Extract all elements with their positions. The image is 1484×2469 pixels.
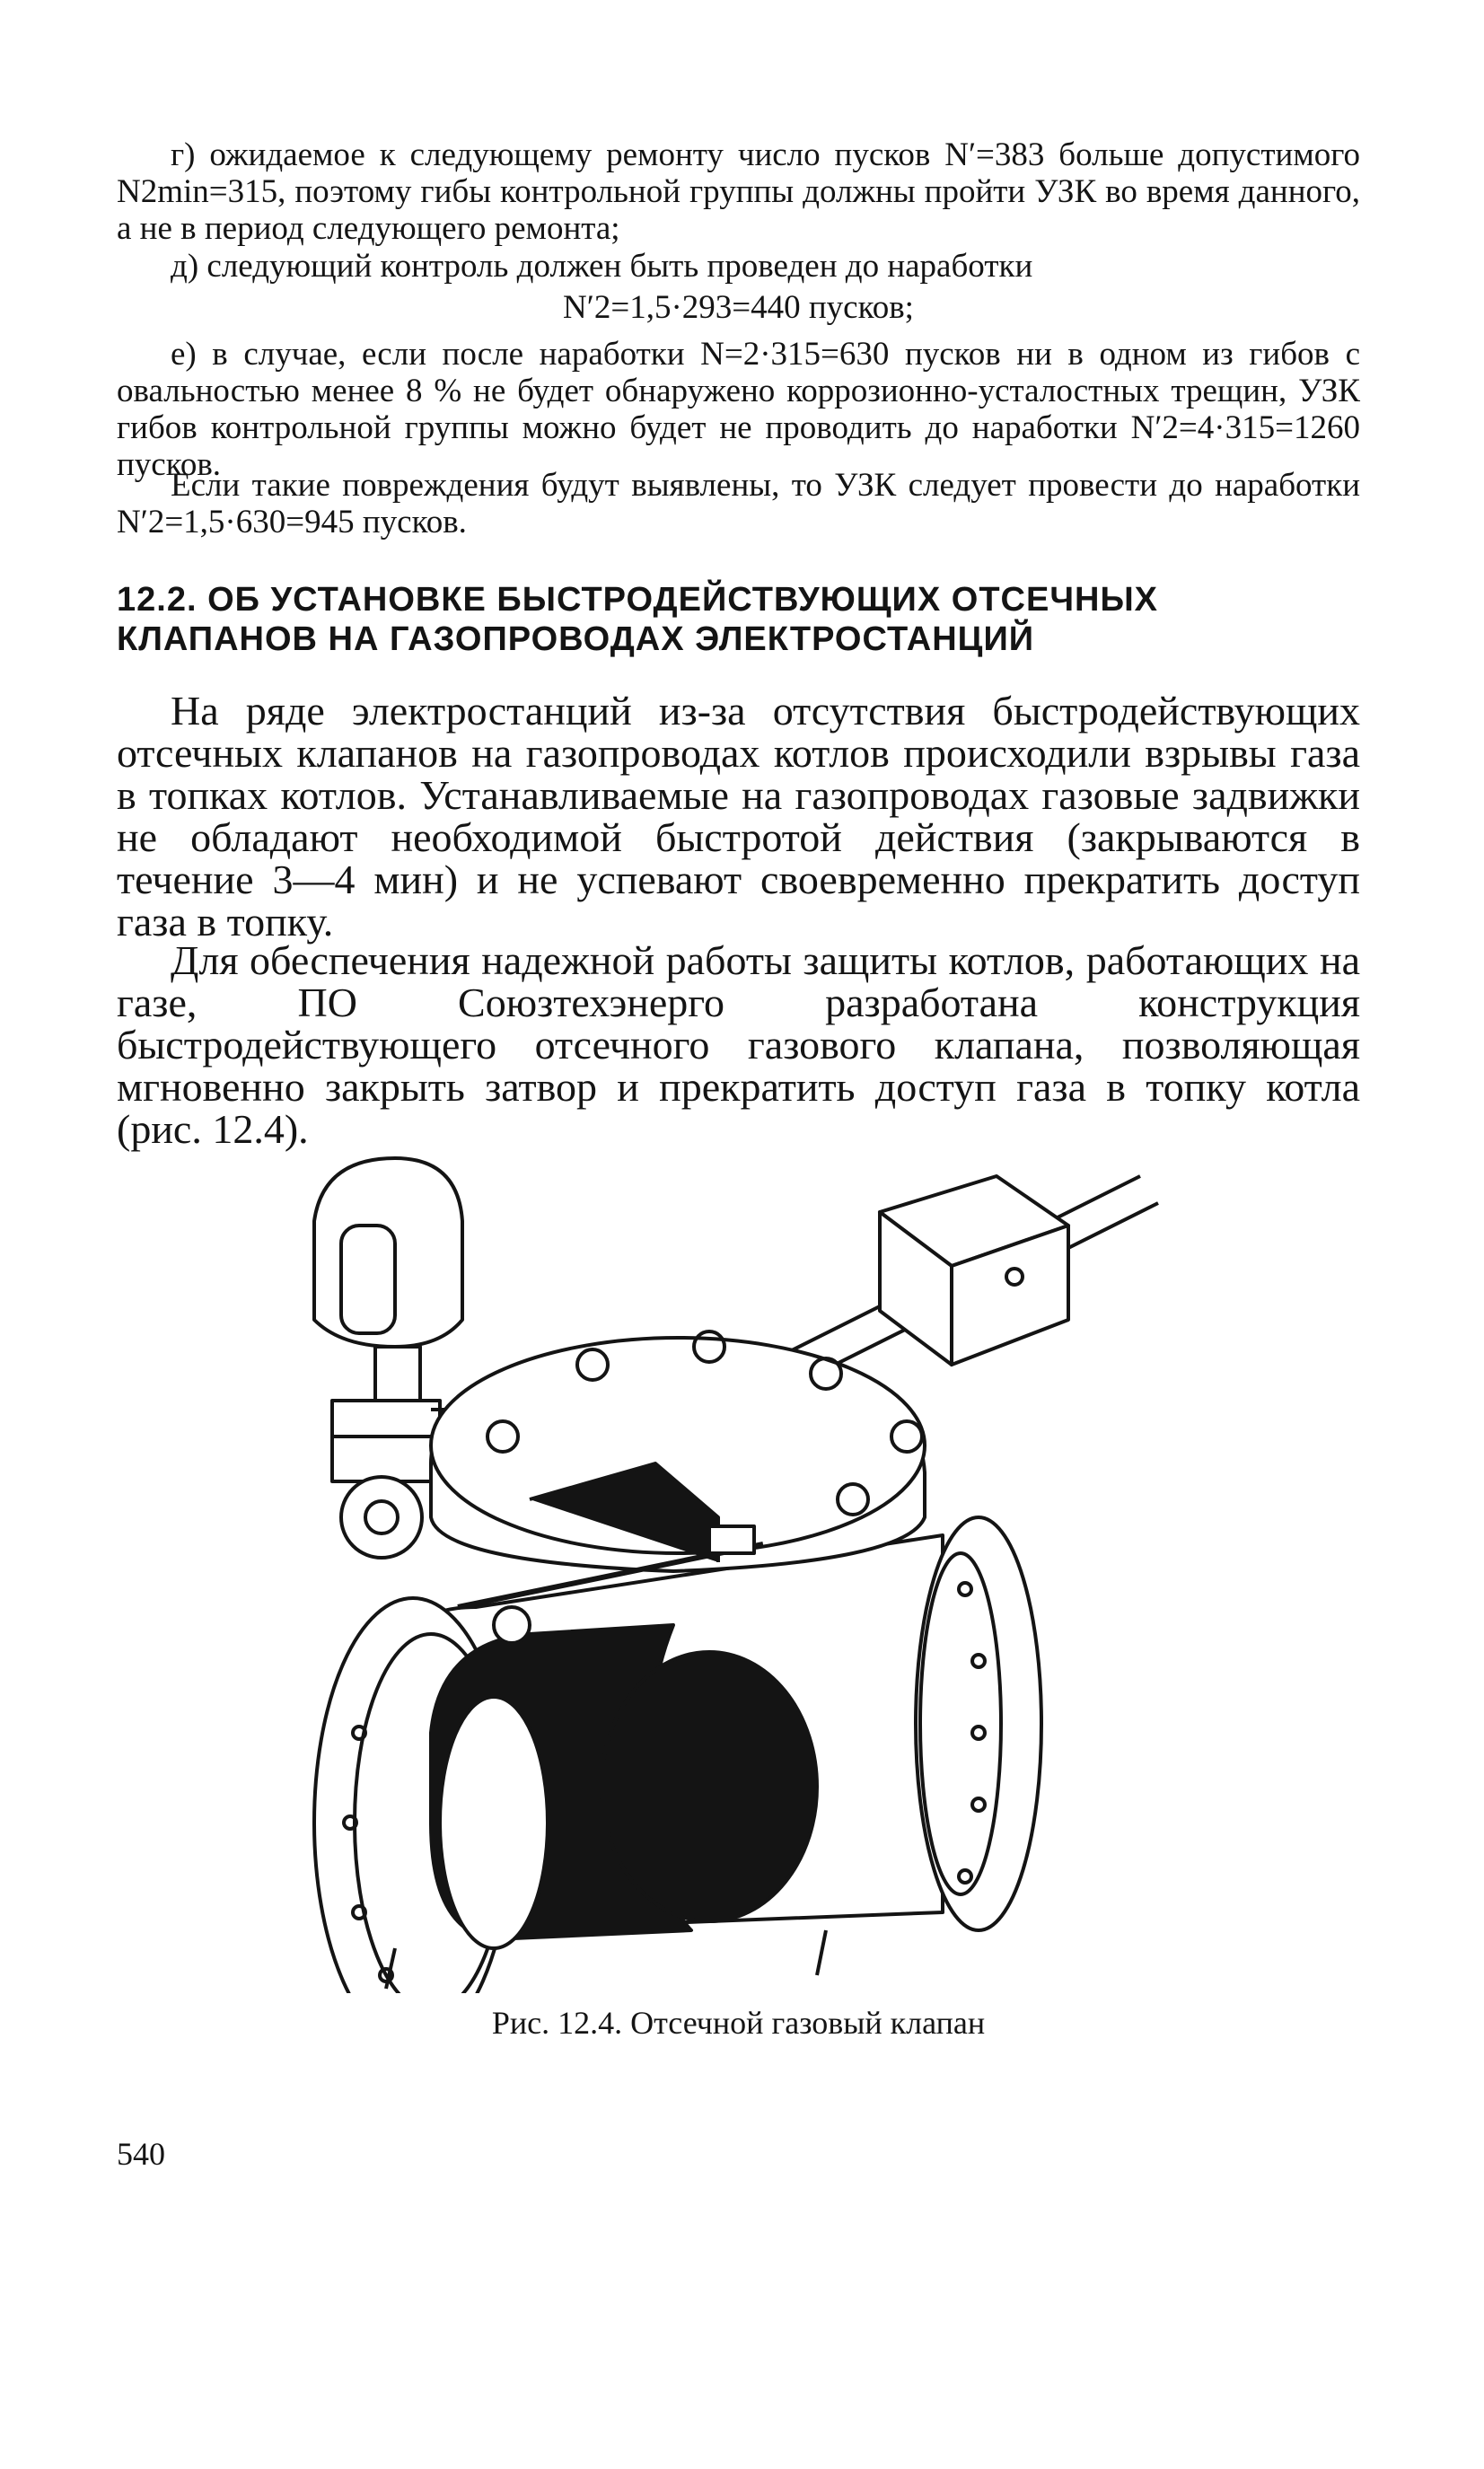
damage-paragraph: Если такие повреждения будут выявлены, то УЗК следует провести до наработки N′2=1,5·630=945 пусков.: [117, 467, 1360, 540]
formula-line: N′2=1,5·293=440 пусков;: [563, 289, 914, 326]
body-paragraph-1: На ряде электростанций из-за отсутствия быстродействующих отсечных клапанов на газопроводах котлов происходили взрывы газа в топках котлов. Устанавливаемые на газопроводах газовые задвижки не обладают необходимой быстротой действия (закрываются в течение 3—4 мин) и не успевают своевременно прекратить доступ газа в топку.: [117, 688, 1360, 945]
section-heading: [117, 580, 1194, 659]
oil-cup: [314, 1158, 462, 1347]
gas-valve-illustration: [296, 1140, 1194, 1993]
list-item-g: г) ожидаемое к следующему ремонту число пусков N′=383 больше допустимого N2min=315, поэтому гибы контрольной группы должны пройти УЗК во время данного, а не в период следующего ремонта;: [117, 136, 1360, 247]
list-item-e: е) в случае, если после наработки N=2·315=630 пусков ни в одном из гибов с овальностью менее 8 % не будет обнаружено коррозионно-усталостных трещин, УЗК гибов контрольной группы можно будет не проводить до наработки N′2=4·315=1260 пусков.: [117, 336, 1360, 483]
solenoid-block: [332, 1401, 440, 1481]
gear-wheel: [341, 1477, 422, 1558]
section-heading-line-2: КЛАПАНОВ НА ГАЗОПРОВОДАХ ЭЛЕКТРОСТАНЦИЙ: [117, 620, 1035, 658]
body-paragraph-2: Для обеспечения надежной работы защиты котлов, работающих на газе, ПО Союзтехэнерго разработана конструкция быстродействующего отсечного газового клапана, позволяющая мгновенно закрыть затвор и прекратить доступ газа в топку котла (рис. 12.4).: [117, 937, 1360, 1152]
section-heading-line-1: 12.2. ОБ УСТАНОВКЕ БЫСТРОДЕЙСТВУЮЩИХ ОТСЕЧНЫХ: [117, 581, 1159, 619]
list-item-d: д) следующий контроль должен быть проведен до наработки: [171, 248, 1033, 285]
figure-caption: Рис. 12.4. Отсечной газовый клапан: [491, 2005, 986, 2041]
page-number: 540: [117, 2136, 165, 2172]
valve-figure: [296, 1140, 1194, 2469]
